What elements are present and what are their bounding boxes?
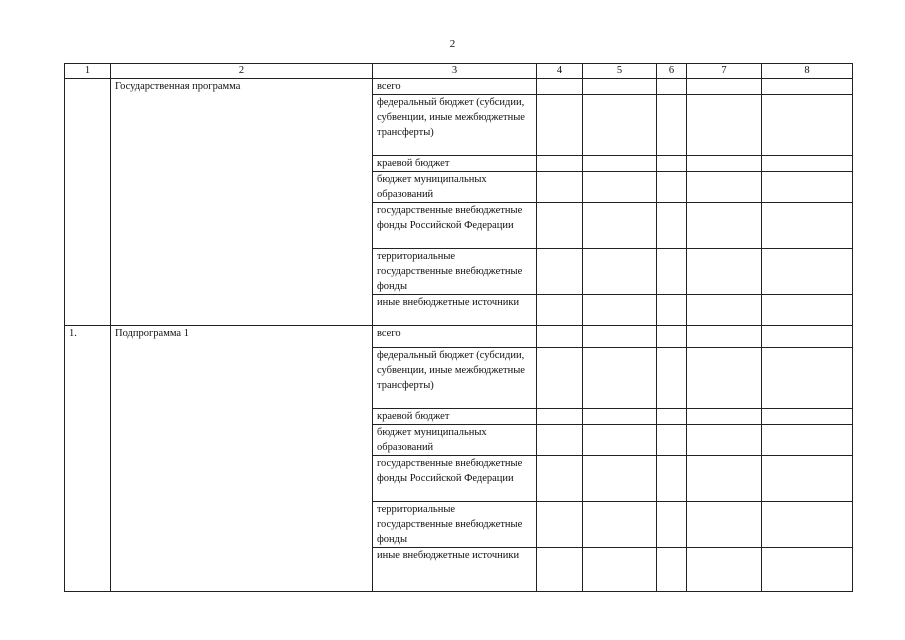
funding-source: краевой бюджет <box>373 409 537 425</box>
funding-source: бюджет муниципальных образований <box>373 172 537 203</box>
value-cell <box>537 456 583 502</box>
value-cell <box>657 348 687 409</box>
value-cell <box>762 156 853 172</box>
value-cell <box>762 172 853 203</box>
value-cell <box>657 95 687 156</box>
column-header: 1 <box>65 64 111 79</box>
value-cell <box>537 79 583 95</box>
value-cell <box>762 326 853 348</box>
funding-source: всего <box>373 326 537 348</box>
value-cell <box>537 425 583 456</box>
funding-source: государственные внебюджетные фонды Российской Федерации <box>373 456 537 502</box>
funding-source: краевой бюджет <box>373 156 537 172</box>
funding-source: федеральный бюджет (субсидии, субвенции, иные межбюджетные трансферты) <box>373 348 537 409</box>
header-row <box>65 64 853 79</box>
value-cell <box>657 156 687 172</box>
value-cell <box>762 249 853 295</box>
value-cell <box>687 156 762 172</box>
value-cell <box>762 425 853 456</box>
section-number: 1. <box>65 326 111 592</box>
funding-source: территориальные государственные внебюджетные фонды <box>373 249 537 295</box>
value-cell <box>687 548 762 592</box>
value-cell <box>687 502 762 548</box>
value-cell <box>687 456 762 502</box>
funding-source: федеральный бюджет (субсидии, субвенции, иные межбюджетные трансферты) <box>373 95 537 156</box>
funding-source: территориальные государственные внебюджетные фонды <box>373 502 537 548</box>
section-name: Подпрограмма 1 <box>111 326 373 592</box>
value-cell <box>687 326 762 348</box>
value-cell <box>657 548 687 592</box>
section-number <box>65 79 111 326</box>
table-row <box>65 79 853 95</box>
value-cell <box>657 326 687 348</box>
column-header: 4 <box>537 64 583 79</box>
value-cell <box>762 203 853 249</box>
value-cell <box>762 95 853 156</box>
value-cell <box>687 409 762 425</box>
value-cell <box>583 326 657 348</box>
table-row <box>65 326 853 348</box>
value-cell <box>762 295 853 326</box>
funding-source: всего <box>373 79 537 95</box>
value-cell <box>537 249 583 295</box>
value-cell <box>583 95 657 156</box>
value-cell <box>583 249 657 295</box>
value-cell <box>687 295 762 326</box>
value-cell <box>657 203 687 249</box>
value-cell <box>687 172 762 203</box>
value-cell <box>687 249 762 295</box>
value-cell <box>537 326 583 348</box>
value-cell <box>537 172 583 203</box>
value-cell <box>537 156 583 172</box>
page-number: 2 <box>449 38 456 50</box>
funding-source: государственные внебюджетные фонды Российской Федерации <box>373 203 537 249</box>
value-cell <box>687 348 762 409</box>
funding-source: иные внебюджетные источники <box>373 548 537 592</box>
value-cell <box>583 79 657 95</box>
value-cell <box>687 95 762 156</box>
funding-source: бюджет муниципальных образований <box>373 425 537 456</box>
value-cell <box>657 409 687 425</box>
column-header: 5 <box>583 64 657 79</box>
value-cell <box>657 79 687 95</box>
value-cell <box>583 548 657 592</box>
value-cell <box>762 79 853 95</box>
funding-table <box>64 63 853 592</box>
value-cell <box>583 409 657 425</box>
value-cell <box>583 502 657 548</box>
value-cell <box>762 409 853 425</box>
value-cell <box>687 79 762 95</box>
value-cell <box>537 95 583 156</box>
value-cell <box>657 425 687 456</box>
value-cell <box>762 548 853 592</box>
value-cell <box>583 425 657 456</box>
value-cell <box>537 295 583 326</box>
funding-source: иные внебюджетные источники <box>373 295 537 326</box>
section-name: Государственная программа <box>111 79 373 326</box>
value-cell <box>762 502 853 548</box>
value-cell <box>583 203 657 249</box>
value-cell <box>762 348 853 409</box>
column-header: 3 <box>373 64 537 79</box>
value-cell <box>583 295 657 326</box>
value-cell <box>583 348 657 409</box>
value-cell <box>537 348 583 409</box>
value-cell <box>687 425 762 456</box>
value-cell <box>762 456 853 502</box>
value-cell <box>537 548 583 592</box>
column-header: 8 <box>762 64 853 79</box>
value-cell <box>583 156 657 172</box>
value-cell <box>657 172 687 203</box>
value-cell <box>687 203 762 249</box>
value-cell <box>537 409 583 425</box>
value-cell <box>583 456 657 502</box>
value-cell <box>657 295 687 326</box>
column-header: 6 <box>657 64 687 79</box>
value-cell <box>657 456 687 502</box>
value-cell <box>583 172 657 203</box>
value-cell <box>657 502 687 548</box>
column-header: 2 <box>111 64 373 79</box>
value-cell <box>657 249 687 295</box>
value-cell <box>537 502 583 548</box>
column-header: 7 <box>687 64 762 79</box>
value-cell <box>537 203 583 249</box>
